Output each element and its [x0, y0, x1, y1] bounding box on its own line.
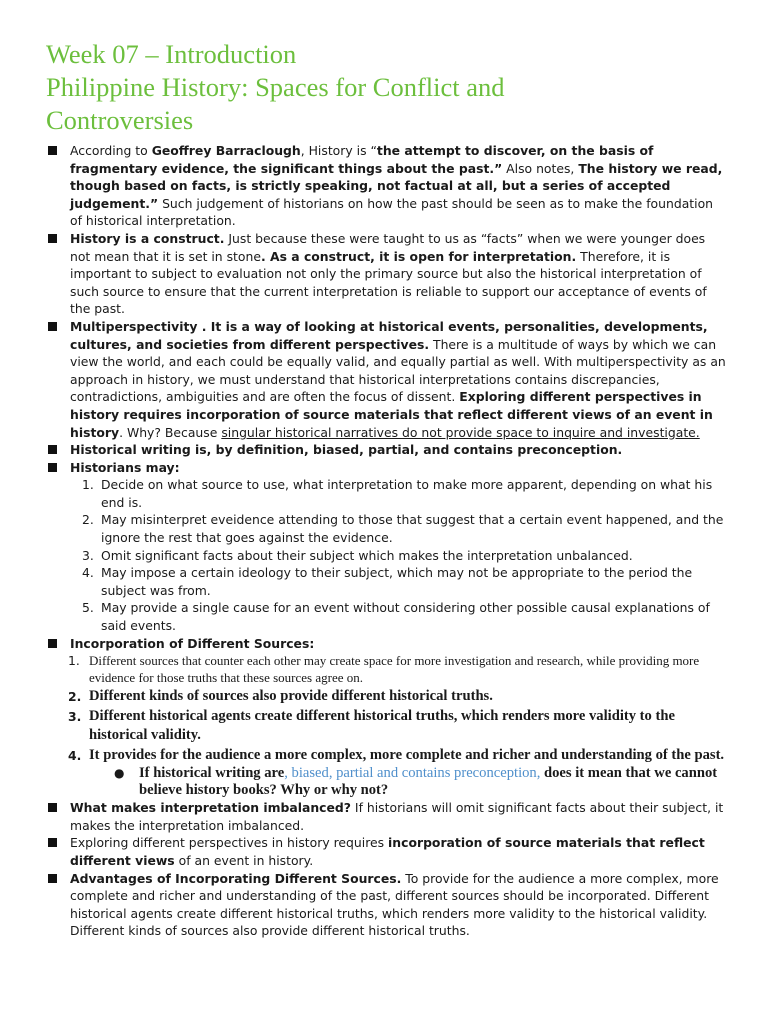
- bold-text: Historical writing is, by definition, biased, partial, and contains preconception.: [70, 442, 623, 458]
- title-line-2: Philippine History: Spaces for Conflict and: [46, 72, 505, 102]
- item-number: 5.: [82, 600, 94, 616]
- square-bullet-icon: [48, 445, 57, 454]
- text: If historians will omit significant facts about their subject, it makes the interpretation imbalanced.: [70, 800, 724, 833]
- item-number: 3.: [68, 709, 82, 725]
- bullet-list: [46, 142, 728, 476]
- underlined-text: singular historical narratives do not provide space to inquire and investigate.: [221, 424, 700, 440]
- bullet-multiperspectivity: [46, 318, 728, 441]
- text: Exploring different perspectives in history requires: [70, 835, 389, 851]
- item-number: 1.: [82, 477, 94, 493]
- square-bullet-icon: [48, 639, 57, 648]
- text: , History is “: [300, 143, 377, 158]
- list-item: [46, 687, 728, 706]
- item-text: Different kinds of sources also provide different historical truths.: [89, 688, 493, 705]
- item-text: Different sources that counter each other may create space for more investigation and research, while providing more evidence for those truths that these sources agree on.: [89, 653, 700, 686]
- text: If historical writing are: [139, 765, 285, 782]
- square-bullet-icon: [48, 146, 57, 155]
- round-bullet-icon: ●: [114, 766, 125, 781]
- bold-text: Multiperspectivity . It is a way of looking at historical events, personalities, developments, cultures, and societies from different perspectives.: [70, 318, 708, 352]
- bullet-biased: [46, 441, 728, 459]
- text: . Why? Because: [119, 424, 222, 440]
- list-item: [46, 746, 728, 765]
- bold-text: Incorporation of Different Sources:: [70, 635, 315, 651]
- bold-text: Geoffrey Barraclough: [151, 143, 301, 158]
- bullet-exploring: [46, 834, 728, 869]
- item-text: Different historical agents create different historical truths, which renders more validity to the historical validity.: [89, 708, 675, 744]
- bold-text: History is a construct.: [70, 230, 225, 246]
- item-number: 2.: [68, 689, 82, 705]
- page-title: [46, 38, 728, 137]
- bullet-advantages: [46, 870, 728, 940]
- item-text: Decide on what source to use, what interpretation to make more apparent, depending on what his end is.: [101, 477, 713, 510]
- square-bullet-icon: [48, 322, 57, 331]
- item-number: 1.: [68, 653, 80, 669]
- bullet-barraclough: [46, 142, 728, 230]
- incorporation-list: [46, 652, 728, 765]
- bullet-list: [46, 635, 728, 653]
- item-text: Omit significant facts about their subject which makes the interpretation unbalanced.: [101, 547, 633, 563]
- text: Therefore, it is important to subject to evaluation not only the primary source but also the historical interpretation of such source to ensure that the current interpretation is reliable to support our acceptance of events of the past.: [70, 248, 707, 317]
- item-text: May misinterpret eveidence attending to those that suggest that a certain event happened, and the ignore the rest that goes against the evidence.: [101, 512, 724, 546]
- bullet-historians-may: [46, 459, 728, 477]
- item-number: 2.: [82, 512, 94, 528]
- text: Also notes,: [502, 160, 579, 176]
- text: To provide for the audience a more complex, more complete and richer and understanding of the past, different sources should be incorporated. Different historical agents create different historical truths, which renders more validity to the historical validity. Different kinds of sources also provide different historical truths.: [70, 870, 719, 939]
- title-line-3: Controversies: [46, 105, 194, 135]
- bold-text: The history we read, though based on facts, is strictly speaking, not factual at all, but a series of accepted judgement.”: [70, 160, 723, 211]
- bold-text: Advantages of Incorporating Different Sources.: [70, 870, 402, 886]
- list-item: [46, 564, 728, 599]
- text: Such judgement of historians on how the past should be seen as to make the foundation of historical interpretation.: [70, 195, 714, 229]
- bold-text: What makes interpretation imbalanced?: [70, 800, 351, 816]
- bullet-incorporation: [46, 635, 728, 653]
- item-text: It provides for the audience a more complex, more complete and richer and understanding of the past.: [89, 747, 725, 764]
- list-item: [46, 476, 728, 511]
- square-bullet-icon: [48, 874, 57, 883]
- list-item: [46, 652, 728, 686]
- square-bullet-icon: [48, 234, 57, 243]
- item-number: 3.: [82, 547, 94, 563]
- bullet-imbalanced: [46, 799, 728, 834]
- text: Just because these were taught to us as “facts” when we were younger does not mean that it is set in stone: [70, 230, 706, 264]
- bold-text: Historians may:: [70, 459, 180, 475]
- bold-text: incorporation of source materials that reflect different views: [70, 835, 705, 868]
- bullet-list: [46, 799, 728, 940]
- bold-text: the attempt to discover, on the basis of fragmentary evidence, the significant things about the past.”: [70, 143, 654, 176]
- item-number: 4.: [68, 748, 82, 764]
- item-number: 4.: [82, 565, 94, 581]
- list-item: [46, 511, 728, 546]
- list-item: [46, 547, 728, 565]
- question-item: [46, 765, 728, 799]
- bold-text: Exploring different perspectives in history requires incorporation of source materials that reflect different views of an event in history: [70, 389, 713, 440]
- highlighted-text: , biased, partial and contains preconception,: [284, 765, 541, 782]
- text: of an event in history.: [174, 853, 314, 868]
- square-bullet-icon: [48, 803, 57, 812]
- square-bullet-icon: [48, 463, 57, 472]
- bold-text: . As a construct, it is open for interpretation.: [260, 248, 577, 264]
- historians-may-list: [46, 476, 728, 634]
- list-item: [46, 707, 728, 745]
- text: does it mean that we cannot believe history books? Why or why not?: [139, 765, 718, 799]
- text: According to: [70, 143, 152, 158]
- item-text: May impose a certain ideology to their subject, which may not be appropriate to the period the subject was from.: [101, 565, 693, 598]
- item-text: May provide a single cause for an event without considering other possible causal explanations of said events.: [101, 600, 710, 634]
- text: There is a multitude of ways by which we can view the world, and each could be equally valid, and equally partial as well. With multiperspectivity as an approach in history, we must understand that historical interpretations contains discrepancies, contradictions, ambiguities and are often the focus of dissent.: [70, 336, 726, 405]
- title-line-1: Week 07 – Introduction: [46, 39, 297, 69]
- list-item: [46, 599, 728, 634]
- square-bullet-icon: [48, 838, 57, 847]
- bullet-construct: [46, 230, 728, 318]
